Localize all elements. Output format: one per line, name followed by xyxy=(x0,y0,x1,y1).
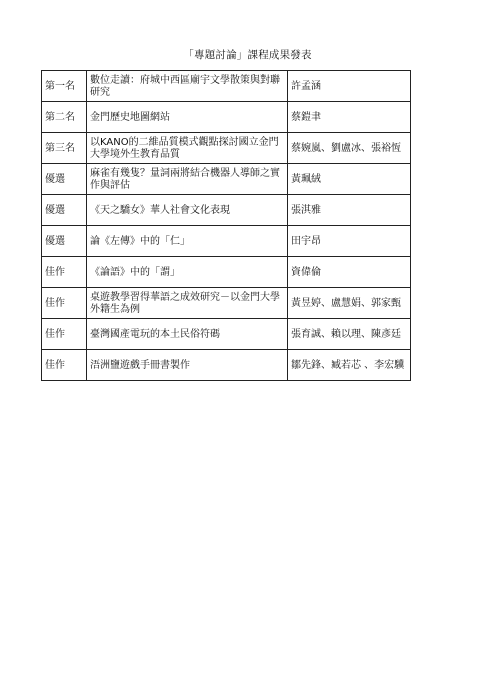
rank-cell: 佳作 xyxy=(42,288,87,319)
topic-cell: 麻雀有幾隻？量詞兩將結合機器人導師之實作與評估 xyxy=(87,164,288,195)
table-row xyxy=(42,350,411,381)
rank-cell: 佳作 xyxy=(42,350,87,381)
authors-cell: 張育誠、賴以理、陳彥廷 xyxy=(288,319,411,350)
authors-cell: 田宇昂 xyxy=(288,226,411,257)
authors-cell: 許孟涵 xyxy=(288,71,411,102)
topic-cell: 以KANO的二維品質模式觀點探討國立金門大學境外生教育品質 xyxy=(87,133,288,164)
table-row xyxy=(42,164,411,195)
table-row xyxy=(42,102,411,133)
rank-cell: 第一名 xyxy=(42,71,87,102)
authors-cell: 蔡鎧聿 xyxy=(288,102,411,133)
authors-cell: 黃珮絨 xyxy=(288,164,411,195)
topic-cell: 論《左傳》中的「仁」 xyxy=(87,226,288,257)
authors-cell: 黃昱婷、盧慧娟、郭家甄 xyxy=(288,288,411,319)
rank-cell: 優選 xyxy=(42,226,87,257)
rank-cell: 佳作 xyxy=(42,257,87,288)
table-row xyxy=(42,133,411,164)
topic-cell: 《天之驕女》華人社會文化表現 xyxy=(87,195,288,226)
table-row xyxy=(42,319,411,350)
topic-cell: 數位走讀：府城中西區廟宇文學散策與對聯研究 xyxy=(87,71,288,102)
authors-cell: 鄒先鋒、臧若芯 、李宏驥 xyxy=(288,350,411,381)
authors-cell: 張淇雅 xyxy=(288,195,411,226)
topic-cell: 金門歷史地圖網站 xyxy=(87,102,288,133)
table-row xyxy=(42,288,411,319)
table-row xyxy=(42,195,411,226)
table-row xyxy=(42,226,411,257)
rank-cell: 佳作 xyxy=(42,319,87,350)
table-row xyxy=(42,71,411,102)
page-title: 「專題討論」課程成果發表 xyxy=(183,49,312,61)
table-row xyxy=(42,257,411,288)
topic-cell: 浯洲鹽遊戲手冊書製作 xyxy=(87,350,288,381)
topic-cell: 桌遊教學習得華語之成效研究－以金門大學外籍生為例 xyxy=(87,288,288,319)
topic-cell: 臺灣國產電玩的本土民俗符碼 xyxy=(87,319,288,350)
topic-cell: 《論語》中的「謂」 xyxy=(87,257,288,288)
rank-cell: 第二名 xyxy=(42,102,87,133)
results-table xyxy=(41,70,411,381)
authors-cell: 蔡婉嵐、劉盧冰、張裕恆 xyxy=(288,133,411,164)
rank-cell: 優選 xyxy=(42,195,87,226)
rank-cell: 第三名 xyxy=(42,133,87,164)
rank-cell: 優選 xyxy=(42,164,87,195)
authors-cell: 資偉倫 xyxy=(288,257,411,288)
